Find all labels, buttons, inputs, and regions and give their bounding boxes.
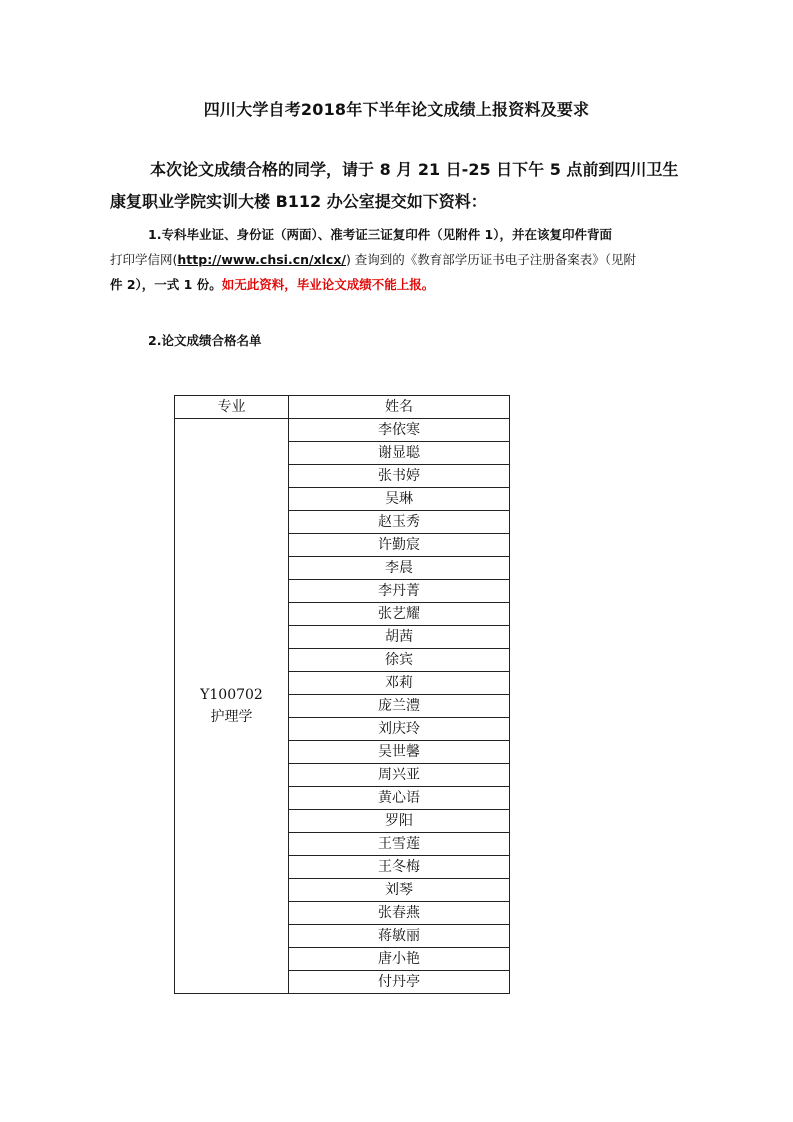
- student-name: 庞兰澧: [289, 695, 510, 718]
- student-name: 李依寒: [289, 419, 510, 442]
- warning-text: 如无此资料，毕业论文成绩不能上报。: [221, 277, 435, 292]
- student-name: 邓莉: [289, 672, 510, 695]
- student-name: 付丹亭: [289, 971, 510, 994]
- student-name: 李丹菁: [289, 580, 510, 603]
- student-name: 张书婷: [289, 465, 510, 488]
- item1-line-2: [110, 247, 700, 272]
- chsi-link[interactable]: http://www.chsi.cn/xlcx/: [177, 252, 346, 267]
- item1-line-3-prefix: 件 2），一式 1 份。: [110, 277, 222, 292]
- student-name: 吴琳: [289, 488, 510, 511]
- item1-line-3: [110, 272, 700, 297]
- major-code: Y100702: [200, 687, 263, 703]
- student-name: 张艺耀: [289, 603, 510, 626]
- intro-line-1: 本次论文成绩合格的同学，请于 8 月 21 日-25 日下午 5 点前到四川卫生: [150, 160, 679, 179]
- student-name: 徐宾: [289, 649, 510, 672]
- student-name: 吴世馨: [289, 741, 510, 764]
- student-name: 周兴亚: [289, 764, 510, 787]
- student-name: 罗阳: [289, 810, 510, 833]
- page-title: 四川大学自考2018年下半年论文成绩上报资料及要求: [203, 100, 590, 119]
- student-name: 刘琴: [289, 879, 510, 902]
- student-name: 黄心语: [289, 787, 510, 810]
- student-name: 李晨: [289, 557, 510, 580]
- intro-paragraph: [110, 154, 696, 218]
- student-name: 胡茜: [289, 626, 510, 649]
- table-row: [175, 419, 510, 442]
- major-cell: [175, 419, 289, 994]
- table-header-row: [175, 396, 510, 419]
- requirement-item-2: 2.论文成绩合格名单: [148, 333, 262, 348]
- passed-list-table: [174, 395, 510, 994]
- major-name: 护理学: [210, 709, 253, 725]
- student-name: 唐小艳: [289, 948, 510, 971]
- table-body: [175, 419, 510, 994]
- student-name: 蒋敏丽: [289, 925, 510, 948]
- student-name: 王雪莲: [289, 833, 510, 856]
- header-major: 专业: [175, 396, 289, 419]
- item1-line-2-prefix: 打印学信网(: [110, 252, 178, 267]
- item1-line-2-suffix: ) 查询到的《教育部学历证书电子注册备案表》（见附: [345, 252, 637, 267]
- requirement-item-1: [110, 222, 700, 297]
- student-name: 许勤宸: [289, 534, 510, 557]
- student-name: 谢显聪: [289, 442, 510, 465]
- student-name: 王冬梅: [289, 856, 510, 879]
- item1-line-1: 1.专科毕业证、身份证（两面）、准考证三证复印件（见附件 1），并在该复印件背面: [148, 227, 612, 242]
- intro-line-2: 康复职业学院实训大楼 B112 办公室提交如下资料：: [110, 192, 487, 211]
- student-name: 张春燕: [289, 902, 510, 925]
- student-name: 赵玉秀: [289, 511, 510, 534]
- header-name: 姓名: [289, 396, 510, 419]
- student-name: 刘庆玲: [289, 718, 510, 741]
